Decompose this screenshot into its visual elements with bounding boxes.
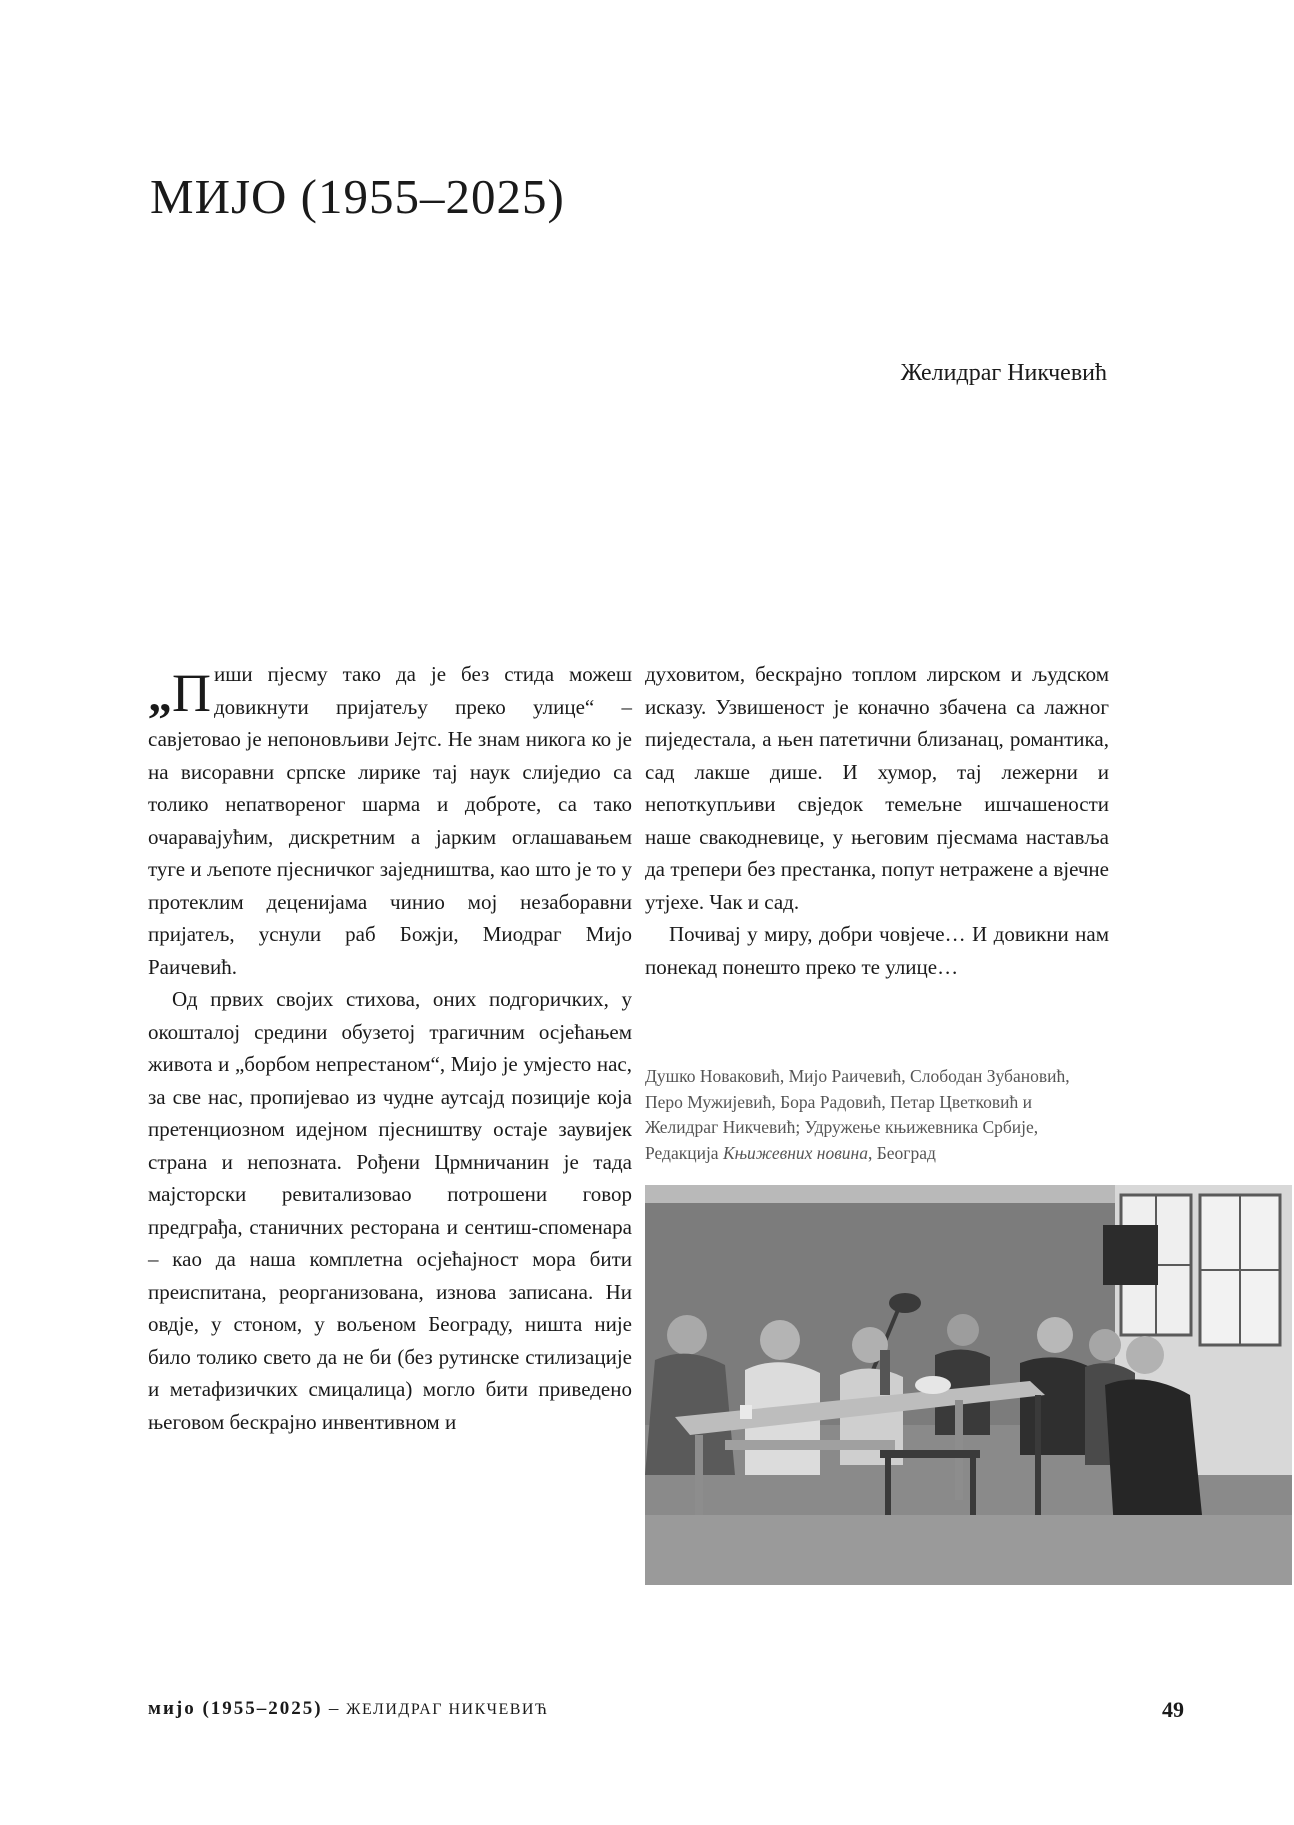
paragraph: „П иши пјесму тако да је без стида можеш довикнути пријатељу преко улице“ – савјетовао је непоновљиви Јејтс. Не знам никога ко је на висоравни српске лирике тај наук слиједио са толико непатвореног шарма и доброте, са тако очаравајућим, дискретним а јарким оглашавањем туге и љепоте пјесничког заједништва, као што је то у протеклим деценијама чинио мој незаборавни пријатељ, уснули раб Божји, Миодраг Мијо Раичевић. xyxy=(148,662,632,979)
group-photo xyxy=(645,1185,1292,1585)
paragraph: Почивај у миру, добри човјече… И довикни нам понекад понешто преко те улице… xyxy=(645,922,1109,979)
group-photo-image xyxy=(645,1185,1292,1585)
running-title: мијо (1955–2025) xyxy=(148,1698,323,1719)
photo-caption: Душко Новаковић, Мијо Раичевић, Слободан Зубановић, Перо Мужијевић, Бора Радовић, Петар Цветковић и Желидраг Никчевић; Удружење књижевника Србије, Редакција Књижевних новина, Београд xyxy=(645,1066,1070,1163)
paragraph: Од првих својих стихова, оних подгоричких, у окошталој средини обузетој трагичним осјећањем живота и „борбом непрестаном“, Мијо је умјесто нас, за све нас, пропијевао из чудне аутсајд позиције која претенциозном идејном пјесништву остаје заувијек страна и непозната. Рођени Црмничанин је тада мајсторски ревитализовао потрошени говор предграђа, станичних ресторана и сентиш-споменара – као да наша комплетна осјећајност мора бити преиспитана, реорганизована, изнова записана. Ни овдје, у стоном, у вољеном Београду, ништа није било толико свето да не би (без рутинске стилизације и метафизичких смицалица) могло бити приведено његовом бескрајно инвентивном и xyxy=(148,987,632,1434)
article-title: МИЈО (1955–2025) xyxy=(150,169,565,224)
left-column xyxy=(148,658,632,1438)
running-footer: мијо (1955–2025) – ЖЕЛИДРАГ НИКЧЕВИЋ xyxy=(148,1698,549,1719)
page-number: 49 xyxy=(1162,1697,1184,1722)
article-author: Желидраг Никчевић xyxy=(900,360,1107,386)
running-author: ЖЕЛИДРАГ НИКЧЕВИЋ xyxy=(346,1701,549,1718)
right-column xyxy=(645,658,1109,983)
drop-cap: „П xyxy=(148,663,211,723)
paragraph: духовитом, бескрајно топлом лирском и људском исказу. Узвишеност је коначно збачена са лажног пиједестала, а њен патетични близанац, романтика, сад лакше дише. И хумор, тај лежерни и непоткупљиви свједок темељне ишчашености наше свакодневице, у његовим пјесмама наставља да трепери без престанка, попут нетражене а вјечне утјехе. Чак и сад. xyxy=(645,662,1109,914)
